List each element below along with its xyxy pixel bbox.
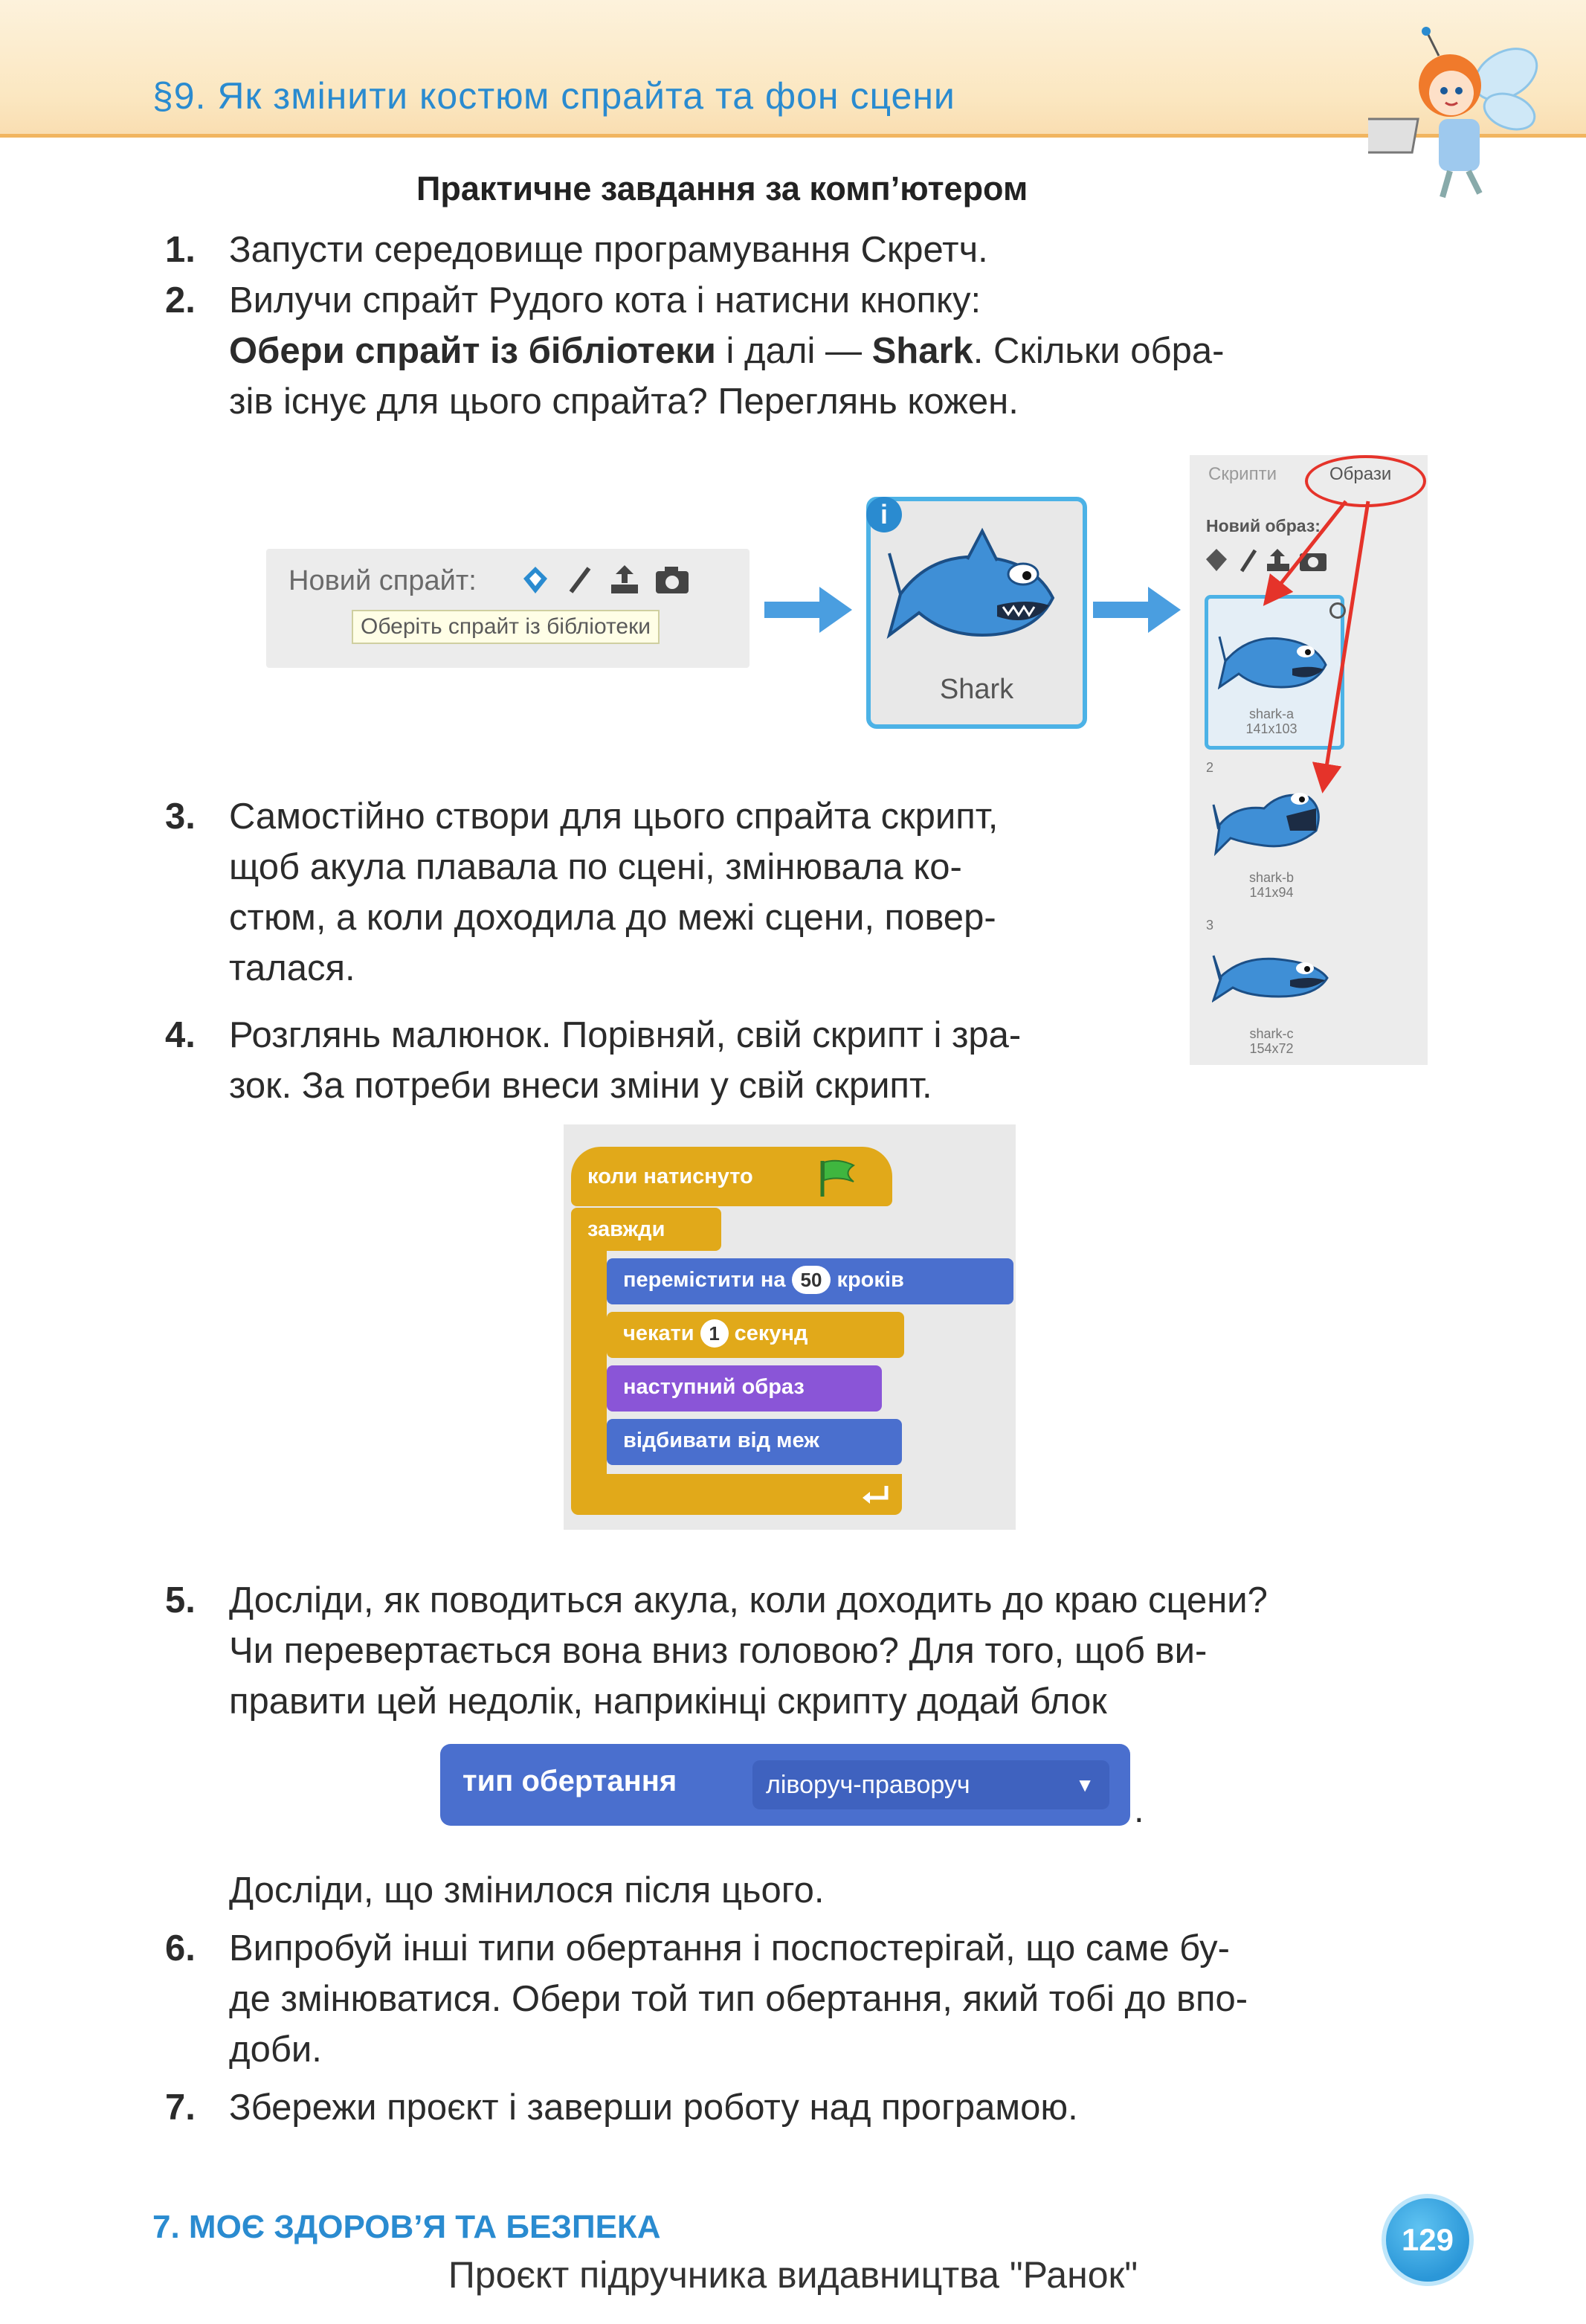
step-2-bold-shark: Shark [871,331,973,371]
step-5-number: 5. [165,1580,196,1620]
shark-icon [886,524,1068,665]
wait-block[interactable] [607,1312,904,1358]
step-4-line-2: зок. За потреби внеси зміни у свій скрипт. [229,1066,932,1106]
step-7-text: Збережи проєкт і заверши роботу над програмою. [229,2088,1078,2128]
footer-section-title: 7. МОЄ ЗДОРОВ’Я ТА БЕЗПЕКА [152,2209,661,2245]
costume-3-name: shark-c [1249,1026,1294,1041]
green-flag-icon [816,1158,861,1199]
move-steps-input[interactable]: 50 [792,1266,831,1294]
info-icon[interactable]: i [866,497,902,532]
header-rule [0,134,1586,138]
shark-icon [1212,944,1331,1011]
step-4-line-1: Розглянь малюнок. Порівняй, свій скрипт і зра- [229,1015,1022,1055]
move-unit: кроків [836,1268,904,1292]
move-steps-block[interactable] [607,1258,1013,1304]
step-3-line-1: Самостійно створи для цього спрайта скрипт, [229,796,999,837]
costume-1-size: 141x103 [1245,721,1298,736]
annotation-arrows [1190,455,1428,797]
costume-1-name: shark-a [1248,706,1295,721]
tab-scripts[interactable]: Скрипти [1208,464,1277,484]
step-5-after: Досліди, що змінилося після цього. [229,1870,825,1911]
step-3-line-3: стюм, а коли доходила до межі сцени, повер- [229,898,996,938]
forever-block-bottom [571,1474,902,1515]
shark-label: Shark [939,674,1014,705]
section-title: §9. Як змінити костюм спрайта та фон сцени [152,75,955,117]
publisher-note: Проєкт підручника видавництва "Ранок" [448,2254,1138,2296]
rotation-style-label: тип обертання [462,1765,677,1797]
practical-task-title: Практичне завдання за комп’ютером [416,170,1028,207]
move-label: перемістити на [623,1268,786,1292]
step-1-text: Запусти середовище програмування Скретч. [229,230,988,270]
shark-sprite-card[interactable] [866,497,1087,729]
new-sprite-toolbar [266,549,750,668]
wait-unit: секунд [734,1322,808,1345]
tab-costumes[interactable]: Образи [1329,464,1392,484]
step-5-line-1: Досліди, як поводиться акула, коли доходить до краю сцени? [229,1580,1268,1620]
step-3-line-4: талася. [229,948,355,988]
period-mark: . [1134,1790,1144,1830]
costume-2-name: shark-b [1248,870,1295,885]
forever-label: завжди [587,1217,665,1241]
arrow-right-icon [764,584,854,636]
bounce-label: відбивати від меж [623,1429,819,1452]
wait-seconds-input[interactable]: 1 [700,1319,729,1348]
step-2-number: 2. [165,280,196,321]
bounce-block[interactable] [607,1419,902,1465]
step-6-number: 6. [165,1928,196,1969]
forever-block-arm [571,1221,607,1496]
new-sprite-label: Новий спрайт: [288,565,477,596]
scratch-script [564,1124,1016,1530]
step-6-line-1: Випробуй інші типи обертання і поспостерігай, що саме бу- [229,1928,1230,1969]
next-costume-label: наступний образ [623,1375,805,1399]
step-6-line-3: доби. [229,2030,322,2070]
library-tooltip: Оберіть спрайт із бібліотеки [352,610,660,644]
chevron-down-icon: ▼ [1075,1774,1095,1796]
new-costume-label: Новий образ: [1206,516,1321,535]
costume-3-number: 3 [1206,918,1214,933]
rotation-style-dropdown[interactable] [752,1760,1109,1809]
step-5-line-2: Чи перевертається вона вниз головою? Для того, щоб ви- [229,1631,1208,1671]
loop-arrow-icon [861,1481,891,1508]
costume-2-number: 2 [1206,760,1214,775]
camera-icon[interactable] [653,564,692,596]
rotation-style-block[interactable] [440,1744,1130,1826]
page-number: 129 [1382,2194,1474,2286]
step-4-number: 4. [165,1015,196,1055]
fairy-mascot-icon [1368,22,1554,208]
library-icon[interactable] [519,564,552,596]
step-2-question: . Скільки обра- [973,331,1225,371]
step-2-bold-library: Обери спрайт із бібліотеки [229,331,716,371]
paint-icon[interactable] [564,564,596,596]
step-3-number: 3. [165,796,196,837]
costume-3-size: 154x72 [1249,1041,1294,1056]
step-6-line-2: де змінюватися. Обери той тип обертання, який тобі до впо- [229,1979,1248,2019]
step-1-number: 1. [165,230,196,270]
upload-icon[interactable] [607,562,642,596]
forever-block[interactable] [571,1208,721,1251]
rotation-style-value: ліворуч-праворуч [766,1771,970,1799]
step-7-number: 7. [165,2088,196,2128]
next-costume-block[interactable] [607,1365,882,1412]
hat-label: коли натиснуто [587,1165,753,1188]
step-2-line-3: зів існує для цього спрайта? Переглянь кожен. [229,382,1019,422]
step-3-line-2: щоб акула плавала по сцені, змінювала ко- [229,847,962,887]
step-2-line-1: Вилучи спрайт Рудого кота і натисни кнопку: [229,280,981,321]
step-2-then: і далі — [715,331,872,371]
arrow-right-icon [1093,584,1182,636]
wait-label: чекати [623,1322,694,1345]
step-5-line-3: правити цей недолік, наприкінці скрипту додай блок [229,1681,1107,1722]
step-2-line-2 [229,326,1224,376]
costume-2-size: 141x94 [1249,885,1294,900]
